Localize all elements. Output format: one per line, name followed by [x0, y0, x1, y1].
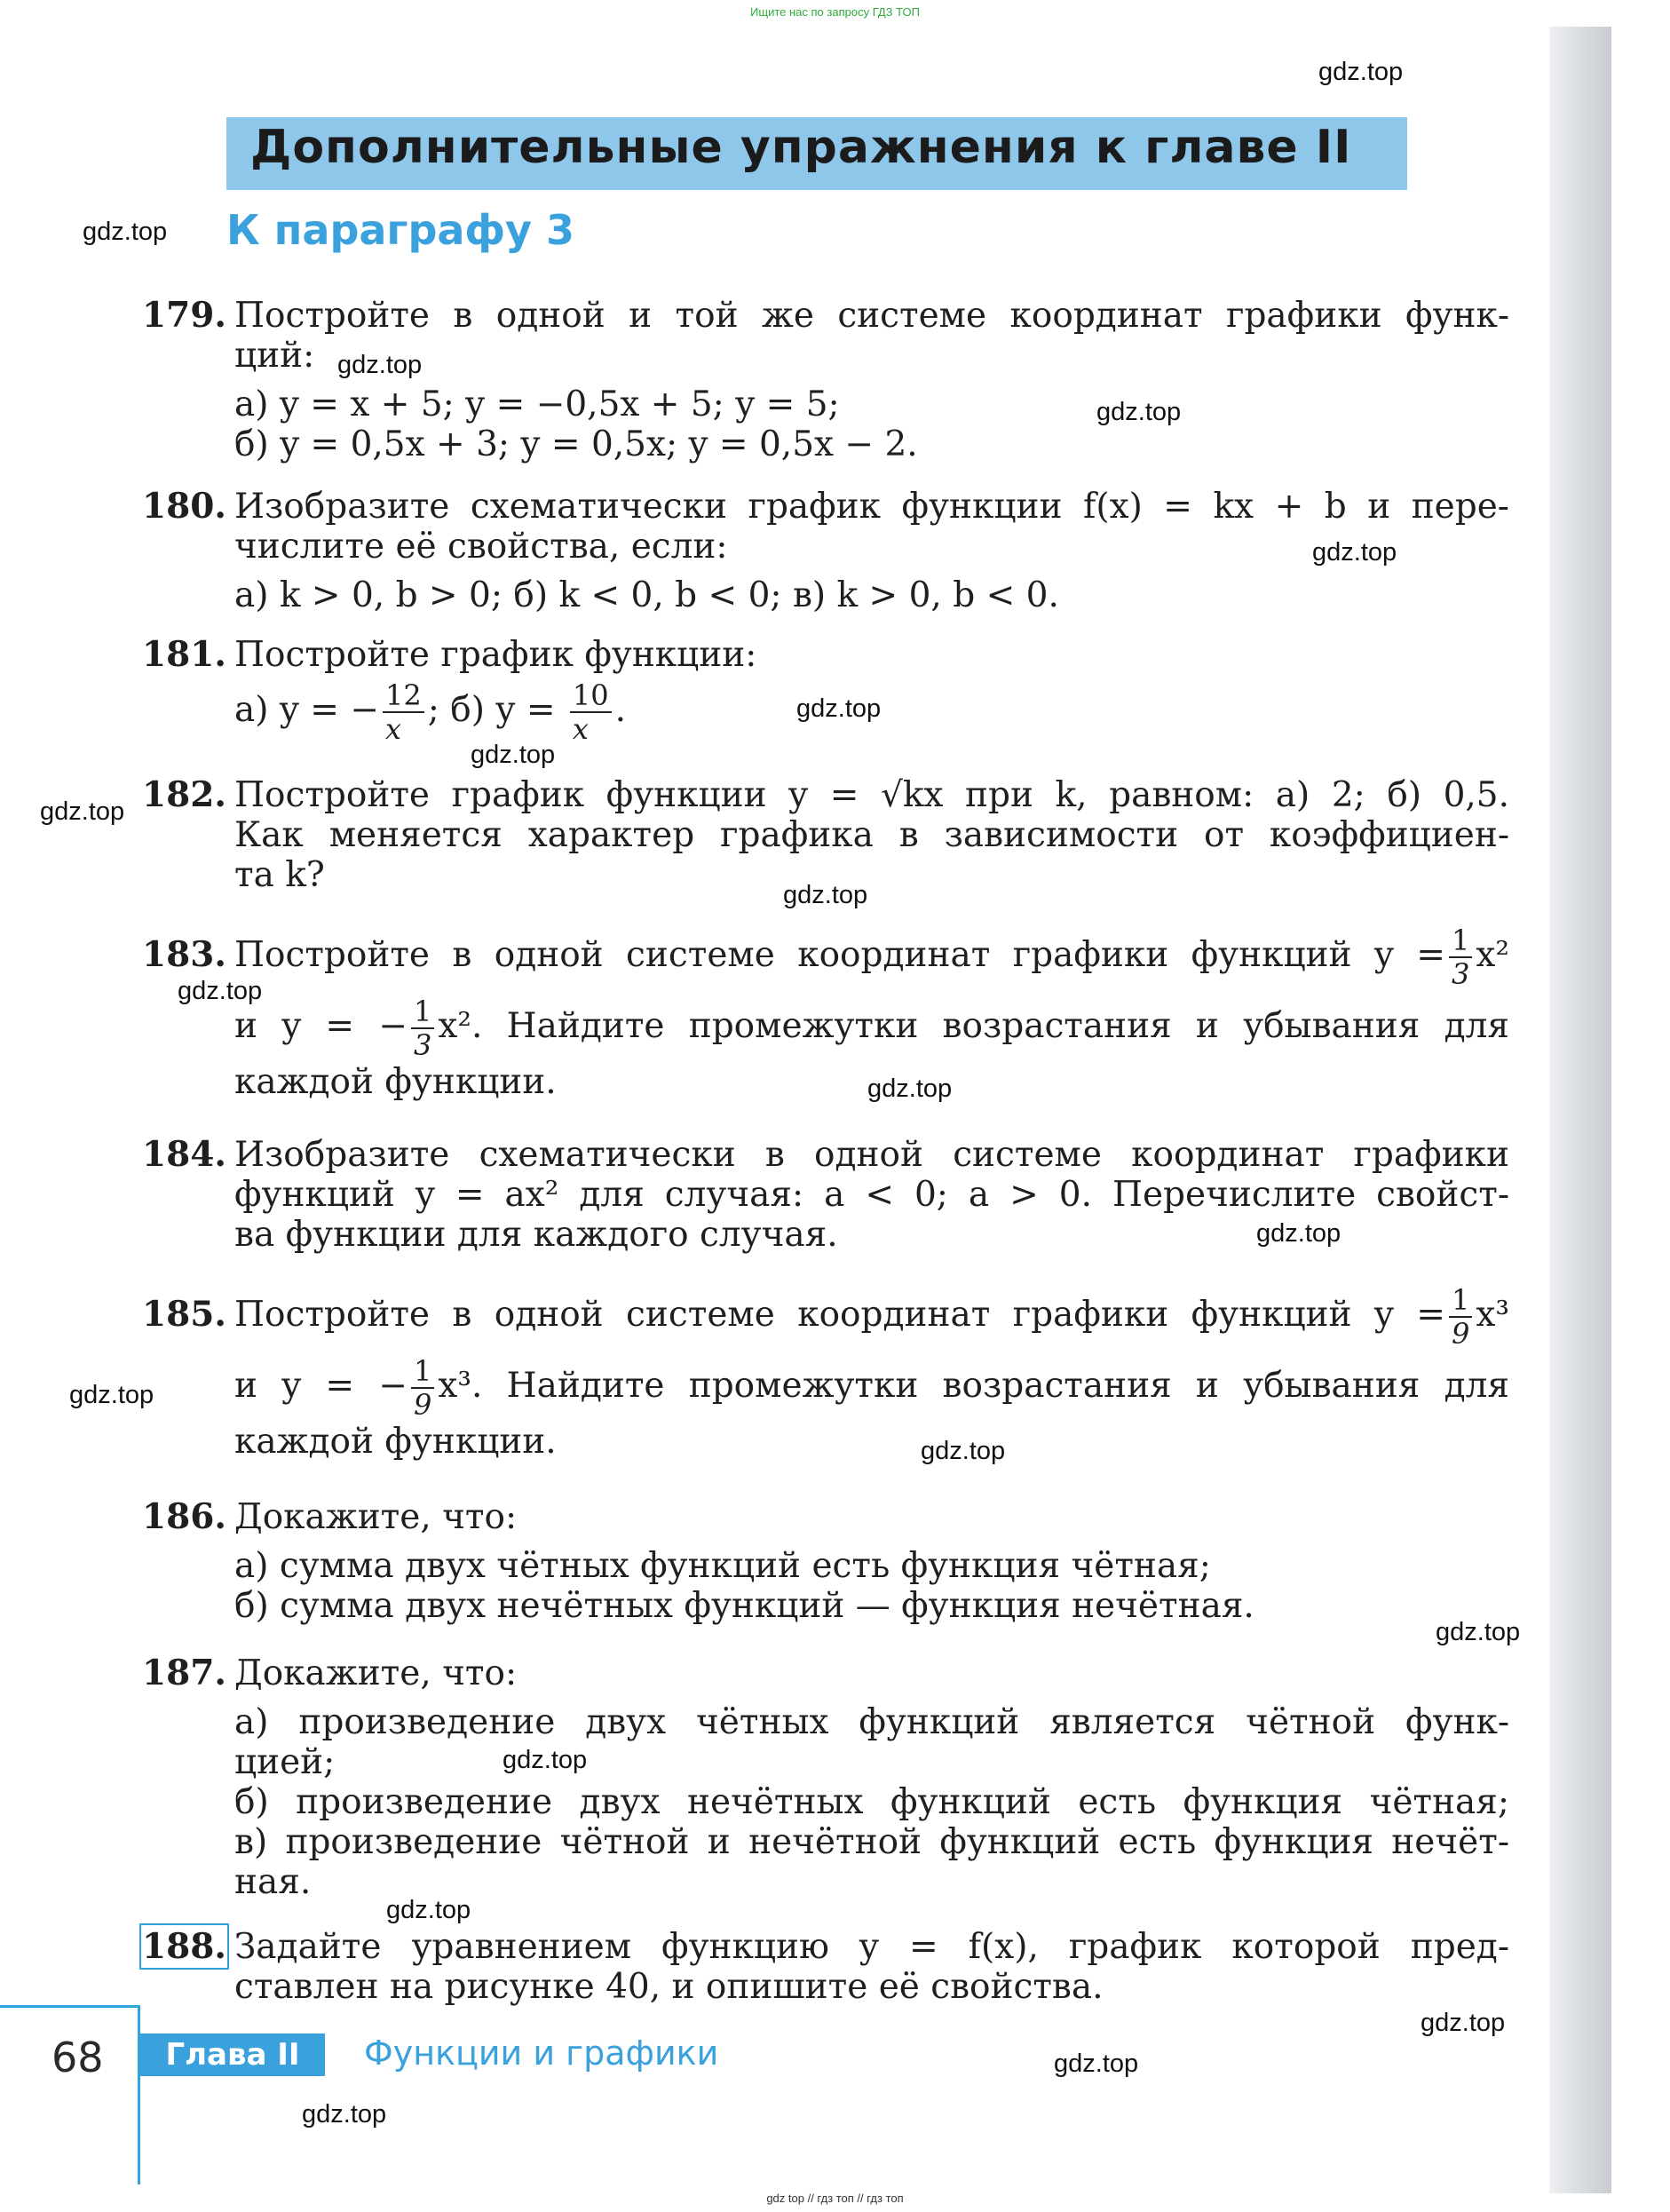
watermark: gdz.top — [1421, 2009, 1506, 2037]
fraction-numerator: 1 — [1449, 924, 1472, 958]
fraction-numerator: 10 — [570, 679, 612, 713]
exercise-185 — [142, 1279, 1509, 1462]
exercise-number: 184. — [142, 1134, 226, 1175]
exercise-number: 188. — [142, 1926, 226, 1967]
exercise-number: 180. — [142, 486, 226, 527]
exercise-182 — [142, 775, 1509, 895]
exercise-text: Постройте график функции y = √kx при k, равном: а) 2; б) 0,5. — [234, 775, 1509, 815]
exercise-text — [142, 1351, 1509, 1422]
exercise-text: числите её свойства, если: — [234, 527, 728, 567]
watermark: gdz.top — [337, 351, 423, 379]
watermark: gdz.top — [471, 741, 556, 769]
exercise-text: Постройте в одной системе координат графики функций y = — [234, 935, 1445, 975]
exercise-text: каждой функции. — [234, 1422, 557, 1462]
exercise-text: x³ — [1476, 1295, 1509, 1335]
exercise-184 — [142, 1135, 1509, 1255]
fraction-denominator: 3 — [1452, 957, 1470, 991]
exercise-text: б) произведение двух нечётных функций есть функция чётная; — [234, 1782, 1509, 1822]
exercise-text: x³. Найдите промежутки возрастания и убывания для — [438, 1366, 1509, 1406]
watermark: gdz.top — [83, 218, 168, 246]
exercise-number: 187. — [142, 1653, 226, 1693]
exercise-text: x². Найдите промежутки возрастания и убывания для — [438, 1006, 1509, 1046]
exercise-text: и y = − — [234, 1006, 408, 1046]
fraction — [411, 1355, 434, 1421]
exercise-text: ций: — [234, 336, 315, 376]
fraction — [570, 679, 612, 745]
exercise-text: Изобразите схематически график функции f(x) = kx + b и пере- — [234, 487, 1509, 527]
exercise-text: ставлен на рисунке 40, и опишите её свойства. — [234, 1967, 1104, 2007]
watermark: gdz.top — [386, 1896, 471, 1924]
page-title: Дополнительные упражнения к главе II — [250, 121, 1352, 174]
chapter-label: Глава II — [140, 2034, 325, 2076]
chapter-title: Функции и графики — [364, 2034, 719, 2073]
watermark: gdz.top — [783, 881, 868, 909]
exercise-text: Докажите, что: — [234, 1497, 518, 1537]
exercise-text: ная. — [234, 1862, 312, 1902]
exercise-text: Постройте график функции: — [234, 635, 757, 675]
exercise-text: а) y = x + 5; y = −0,5x + 5; y = 5; — [234, 385, 840, 424]
watermark: gdz.top — [1256, 1219, 1342, 1248]
footer-divider — [0, 2005, 140, 2008]
exercise-text: а) y = − — [234, 690, 380, 730]
fraction-denominator: 3 — [414, 1028, 432, 1062]
exercise-text: б) y = 0,5x + 3; y = 0,5x; y = 0,5x − 2. — [234, 424, 918, 464]
fraction-numerator: 12 — [383, 679, 424, 713]
exercise-text: . — [614, 690, 627, 730]
exercise-text: функций y = ax² для случая: a < 0; a > 0. Перечислите свойст- — [234, 1175, 1509, 1215]
exercise-180 — [142, 487, 1509, 615]
footer-note: gdz top // гдз топ // гдз топ — [766, 2192, 904, 2205]
fraction-numerator: 1 — [411, 1355, 434, 1389]
exercise-text: Постройте в одной и той же системе координат графики функ- — [234, 296, 1509, 336]
exercise-188 — [142, 1927, 1509, 2007]
watermark: gdz.top — [503, 1746, 588, 1774]
exercise-number: 186. — [142, 1496, 226, 1537]
exercise-number: 179. — [142, 295, 226, 336]
page-edge-shadow — [1549, 27, 1611, 2193]
exercise-183 — [142, 919, 1509, 1102]
watermark: gdz.top — [302, 2100, 387, 2129]
exercise-text: и y = − — [234, 1366, 408, 1406]
fraction — [411, 995, 434, 1061]
exercise-text: а) произведение двух чётных функций является чётной функ- — [234, 1702, 1509, 1742]
watermark: gdz.top — [1436, 1618, 1521, 1646]
exercise-number: 181. — [142, 634, 226, 675]
watermark: gdz.top — [867, 1074, 953, 1103]
exercise-number: 185. — [142, 1294, 226, 1335]
exercise-text: цией; — [234, 1742, 336, 1782]
fraction-numerator: 1 — [1449, 1284, 1472, 1318]
fraction-denominator: x — [572, 712, 589, 746]
exercise-text: Задайте уравнением функцию y = f(x), график которой пред- — [234, 1927, 1509, 1967]
fraction-denominator: x — [385, 712, 402, 746]
exercise-number: 183. — [142, 934, 226, 975]
fraction-numerator: 1 — [411, 995, 434, 1029]
exercise-text — [142, 675, 1509, 746]
watermark: gdz.top — [1054, 2049, 1139, 2078]
exercise-number: 182. — [142, 774, 226, 815]
exercise-181 — [142, 635, 1509, 746]
watermark: gdz.top — [40, 797, 125, 826]
exercise-text: каждой функции. — [234, 1062, 557, 1102]
page-number: 68 — [51, 2034, 104, 2081]
exercise-text: в) произведение чётной и нечётной функций есть функция нечёт- — [234, 1822, 1509, 1862]
exercise-text: а) сумма двух чётных функций есть функция чётная; — [234, 1546, 1211, 1586]
exercise-text: та k? — [234, 855, 325, 895]
exercise-text: б) сумма двух нечётных функций — функция нечётная. — [234, 1586, 1254, 1626]
watermark: gdz.top — [69, 1381, 154, 1409]
watermark: gdz.top — [1318, 58, 1404, 86]
watermark: gdz.top — [796, 694, 882, 723]
fraction-denominator: 9 — [414, 1388, 432, 1422]
header-note: Ищите нас по запросу ГДЗ ТОП — [750, 5, 920, 19]
exercise-text: x² — [1476, 935, 1509, 975]
exercise-number-wrap — [142, 1927, 234, 1967]
watermark: gdz.top — [1096, 398, 1182, 426]
fraction — [1449, 924, 1472, 990]
exercise-text: Как меняется характер графика в зависимости от коэффициен- — [234, 815, 1509, 855]
watermark: gdz.top — [921, 1437, 1006, 1465]
section-subtitle: К параграфу 3 — [226, 206, 575, 254]
exercise-186 — [142, 1497, 1509, 1626]
watermark: gdz.top — [178, 977, 263, 1005]
watermark: gdz.top — [1312, 538, 1397, 567]
fraction — [1449, 1284, 1472, 1350]
fraction — [383, 679, 424, 745]
exercise-text — [142, 991, 1509, 1062]
exercise-text: Докажите, что: — [234, 1653, 518, 1693]
exercise-text: Изобразите схематически в одной системе координат графики — [234, 1135, 1509, 1175]
exercise-text: ; б) y = — [427, 690, 566, 730]
exercise-text: Постройте в одной системе координат графики функций y = — [234, 1295, 1445, 1335]
exercise-187 — [142, 1653, 1509, 1902]
exercise-179 — [142, 296, 1509, 464]
exercise-text: а) k > 0, b > 0; б) k < 0, b < 0; в) k > 0, b < 0. — [234, 575, 1059, 615]
exercise-text: ва функции для каждого случая. — [234, 1215, 838, 1255]
fraction-denominator: 9 — [1452, 1317, 1470, 1351]
